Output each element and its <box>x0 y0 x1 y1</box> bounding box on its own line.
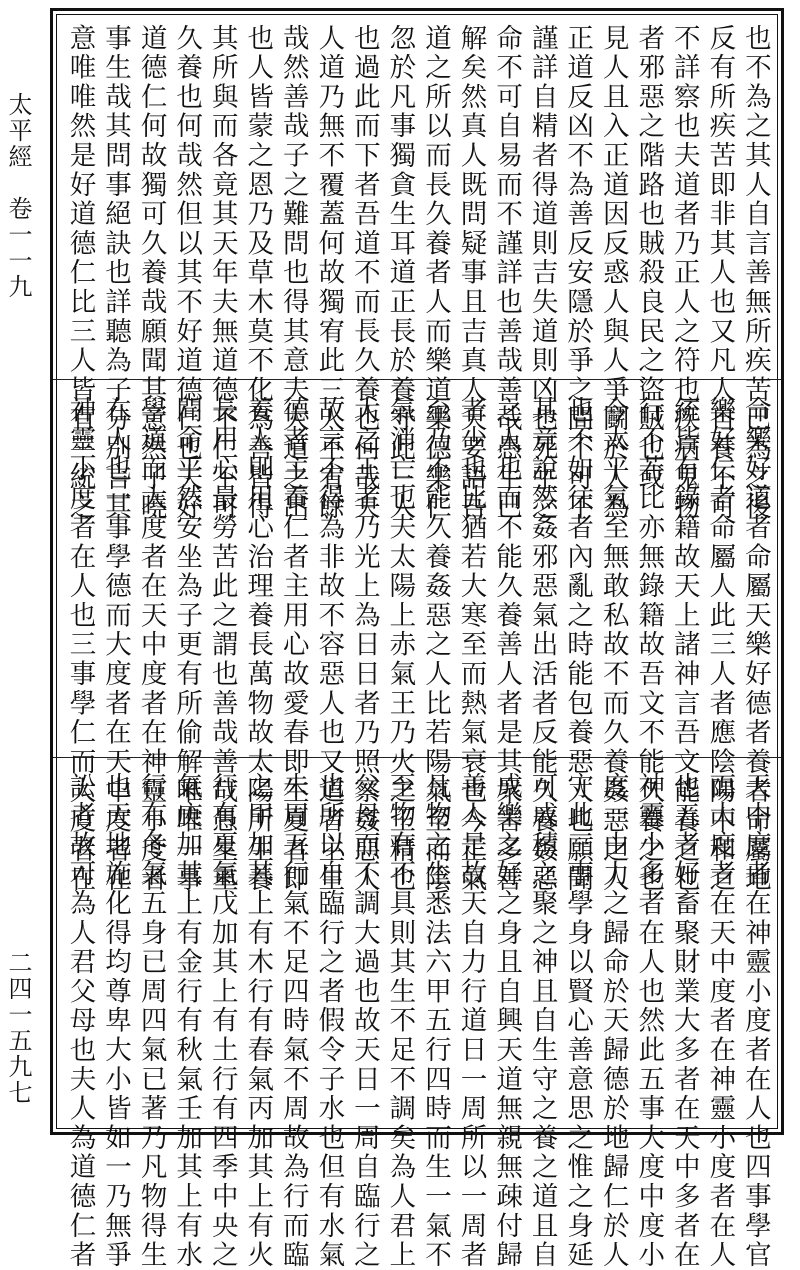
text-column: 命樂好道者命屬天樂好德者養者命屬地 <box>739 396 771 895</box>
text-column: 度一由力之歸命於天歸德於地歸仁於人 <box>597 772 629 1270</box>
text-column: 哉然善哉子之難問也得其意夫大道之出 <box>277 24 309 523</box>
text-column: 可成積之聚之神且自生守之養之道且自 <box>526 772 558 1270</box>
text-column: 未周五行氣不足四時氣不周故為行而臨 <box>277 772 309 1270</box>
text-register-middle <box>56 396 778 895</box>
text-register-bottom <box>56 772 778 1270</box>
text-column: 也所以自臨行之者假令子水也但有水氣 <box>313 772 345 1270</box>
text-column: 凡物之生悉法六甲五行四時而生一氣不 <box>419 772 451 1270</box>
text-column: 見人且入正道因反惑人與人爭鬭於人為 <box>597 24 629 523</box>
text-column: 人道乃無不覆蓋何故獨宥此三人不宥餘 <box>313 24 345 523</box>
text-column: 者邪惡之階路也賊殺良民之盜賊也或 <box>633 24 665 493</box>
text-column: 正道反凶不為善反安隱於爭之間不可不 <box>562 24 594 523</box>
text-column: 道德仁何故獨可久養哉願聞其意然子曉 <box>135 24 167 523</box>
text-column: 之人也而不能久養善人者是其衆害多善 <box>491 396 523 895</box>
text-column: 解矣然真人既問疑事且吉真人天要語吾 <box>455 24 487 523</box>
text-column: 在人也一事學德而大度者在天中度者在 <box>100 396 132 895</box>
text-column: 也天地施化得均尊卑大小皆如一乃無爭 <box>100 772 132 1270</box>
text-column: 行有冬氣五身已周四氣已著乃凡物得生 <box>135 772 167 1270</box>
text-column: 者少也比猶若大寒至而熱氣衰也今正氣 <box>455 396 487 895</box>
text-column: 其竟說然姦邪惡氣出活者反能久養姦惡 <box>526 396 558 895</box>
text-column: 學道而大度者在天中度者在神靈小度者 <box>135 396 167 895</box>
text-column: 忽於凡事獨貪生耳道正長於養守此三人 <box>384 24 416 523</box>
text-column: 今太平氣至無敢私故不而久養姦惡之人 <box>597 396 629 895</box>
text-column: 之甲加其上有木行有春氣丙加其上有火 <box>242 772 274 1270</box>
text-column: 反有所疾苦即非其人也又凡人自養不可 <box>704 24 736 523</box>
text-column: 氣庚加其上有金行有秋氣壬加其上有水 <box>171 772 203 1270</box>
text-column: 訟者故可為人君父母也夫人為道德仁者 <box>64 772 96 1270</box>
text-column: 也人皆蒙之恩乃及草木莫不化為善皆得 <box>242 24 274 523</box>
text-column: 故言不得為非故不容惡人也又道者主生 <box>313 396 345 895</box>
text-column: 大之王者乃光上為日日者乃照察姦惡人 <box>348 396 380 895</box>
text-column: 天中度者在神靈小度者在人也四事學官 <box>739 772 771 1270</box>
text-column: 神靈小多者在人也然此五事大度中度小 <box>633 772 665 1270</box>
text-column: 成樂之好之身且自興天道無親無疎付歸 <box>491 772 523 1270</box>
text-column: 長用心最勞苦此之謂也善哉善哉愚生重 <box>206 396 238 895</box>
text-column: 而大度者在天中度者在神靈小度者在人 <box>704 772 736 1270</box>
text-column: 行不若比亦無錄籍故吾文不能久養之也 <box>633 396 665 895</box>
text-column: 守此三事學身以賢心善意思之惟之身延 <box>562 772 594 1270</box>
book-title-margin: 太平經 卷一一九 <box>4 92 32 300</box>
text-column: 德者主養仁者主用心故愛春即生夏者即 <box>277 396 309 895</box>
text-column: 父母而不調大過也故天日一周自臨行之 <box>348 772 380 1270</box>
text-column: 謹詳自精者得道則吉失道則凶也死生之 <box>526 24 558 523</box>
text-column: 事生哉其問事絕訣也詳聽為子分別言其 <box>100 24 132 523</box>
text-column: 至乃不能久養姦惡之人比若陽氣至而陰 <box>419 396 451 895</box>
text-column: 不詳察也夫道者乃正人之符也疾病鬼物 <box>668 24 700 523</box>
text-column: 也過此而下者吾道不而長久養也何哉夫 <box>348 24 380 523</box>
text-column: 聞命乎然安坐為子更有所偷解唯唯一事 <box>171 396 203 895</box>
text-column: 久養也何哉然但以其不好道德仁也夫好 <box>171 24 203 523</box>
text-register-top <box>56 24 778 523</box>
text-column: 也不為之其人自言善無所疾苦己為之後 <box>739 24 771 523</box>
text-column: 命不可自易而不謹詳也善哉善哉愚生已 <box>491 24 523 523</box>
text-column: 也五者好畜聚財業大多者在天中多者在 <box>668 772 700 1270</box>
text-column: 道之所以而長久養者人而樂道樂德樂仁 <box>419 24 451 523</box>
text-column: 至物有不具則其生不足不調矣為人君上 <box>384 772 416 1270</box>
text-column: 養人則用心治理養長萬物故太陽所生養 <box>242 396 274 895</box>
text-column: 其所與而各竟其天年夫無道德不仁不可 <box>206 24 238 523</box>
text-column: 也不如往者內亂之時能包養惡人也願聞 <box>562 396 594 895</box>
text-column: 行有夏氣戊加其上有土行有四季中央之 <box>206 772 238 1270</box>
text-column: 氣消亡也夫太陽上赤氣王乃火之王精也 <box>384 396 416 895</box>
text-column: 神靈小度者在人也三事學仁而大度者在 <box>64 396 96 895</box>
text-column: 善人是故天自力行道日一周所以一周者 <box>455 772 487 1270</box>
text-column: 意唯唯然是好道德仁比三人皆有三統之 <box>64 24 96 523</box>
text-column: 樂好仁者命屬人此三人者應陰陽中和之 <box>704 396 736 895</box>
page-number-margin: 二四一五九七 <box>4 950 32 1106</box>
text-column: 統皆有錄籍故天上諸神言吾文能養之也 <box>668 396 700 895</box>
